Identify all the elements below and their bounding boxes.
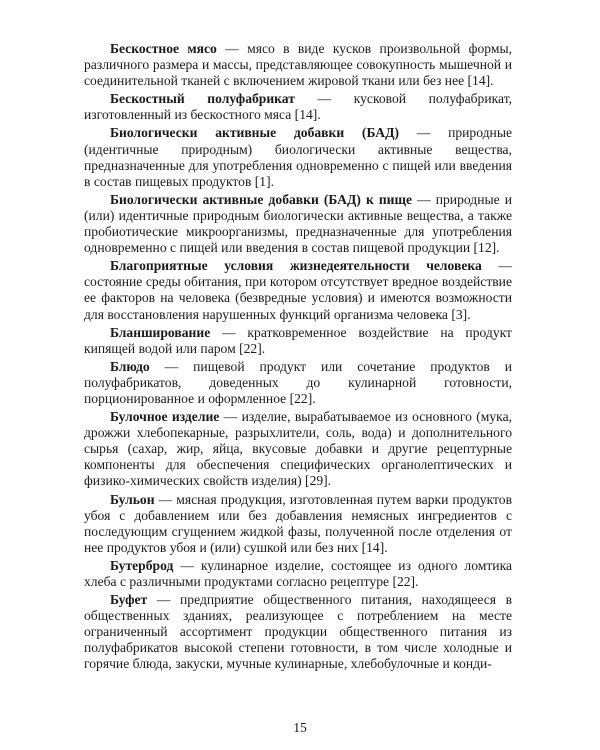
glossary-entry [84, 41, 512, 89]
glossary-entry [84, 558, 512, 590]
glossary-entry [84, 91, 512, 123]
entry-term: Блюдо [110, 358, 150, 374]
entry-definition: — предприятие общественного питания, находящееся в общественных зданиях, реализующее с потреблением на месте ограниченный ассортимент продукции общественного питания из полуфабрикатов высокой степени готовности, в том числе холодные и горячие блюда, закуски, мучные кулинарные, хлебобулочные и конди- [84, 592, 512, 672]
entry-term: Бульон [110, 491, 155, 507]
entry-term: Буфет [110, 592, 148, 608]
glossary-entry [84, 592, 512, 672]
entry-definition: — изделие, вырабатываемое из основного (мука, дрожжи хлебопекарные, разрыхлители, соль, вода) и дополнительного сырья (сахар, жир, яйца, вкусовые добавки и другие рецептурные компоненты для обеспечения специфических органолептических и физико-химических свойств изделия) [29]. [84, 409, 513, 489]
entry-definition: — природные (идентичные природным) биологически активные вещества, предназначенные для употребления одновременно с пищей или введения в состав пищевых продуктов [1]. [84, 125, 512, 189]
entry-definition: — состояние среды обитания, при котором отсутствует вредное воздействие ее факторов на человека (безвредные условия) и имеются возможности для восстановления нарушенных функций организма человека [3]. [84, 258, 513, 322]
entry-term: Бутерброд [110, 557, 174, 573]
entry-term: Булочное изделие [110, 409, 220, 425]
entry-definition: — кратковременное воздействие на продукт кипящей водой или паром [22]. [84, 324, 512, 356]
entry-term: Биологически активные добавки (БАД) к пище [110, 191, 413, 207]
entry-definition: — кулинарное изделие, состоящее из одного ломтика хлеба с различными продуктами согласно рецептуре [22]. [84, 557, 512, 589]
page-number: 15 [293, 720, 307, 735]
glossary-entry [84, 125, 512, 189]
glossary-entry [84, 192, 512, 256]
entry-definition: — кусковой полуфабрикат, изготовленный из бескостного мяса [14]. [84, 91, 513, 123]
entry-definition: — мясная продукция, изготовленная путем варки продуктов убоя с добавлением или без добавления немясных ингредиентов с последующим сгущением жидкой фазы, полученной после отделения от нее продуктов убоя и (или) сушкой или без них [14]. [84, 491, 512, 555]
glossary-entry [84, 359, 512, 407]
entry-definition: — мясо в виде кусков произвольной формы, различного размера и массы, представляющее совокупность мышечной и соединительной тканей с включением жировой ткани или без нее [14]. [84, 41, 512, 89]
entry-term: Биологически активные добавки (БАД) [110, 125, 399, 141]
glossary-content [84, 41, 512, 675]
entry-term: Благоприятные условия жизнедеятельности человека [110, 258, 482, 274]
entry-definition: — природные и (или) идентичные природным биологически активные вещества, а также пробиотические микроорганизмы, предназначенные для употребления одновременно с пищей или введения в состав пищевой продукции [12]. [84, 191, 512, 256]
entry-term: Бланширование [110, 324, 211, 340]
glossary-entry [84, 492, 512, 556]
glossary-entry [84, 409, 512, 489]
entry-term: Бескостный полуфабрикат [110, 91, 295, 107]
entry-definition: — пищевой продукт или сочетание продуктов и полуфабрикатов, доведенных до кулинарной готовности, порционированное и оформленное [22]. [84, 358, 512, 406]
entry-term: Бескостное мясо [110, 41, 217, 56]
glossary-entry [84, 325, 512, 357]
glossary-entry [84, 258, 512, 322]
